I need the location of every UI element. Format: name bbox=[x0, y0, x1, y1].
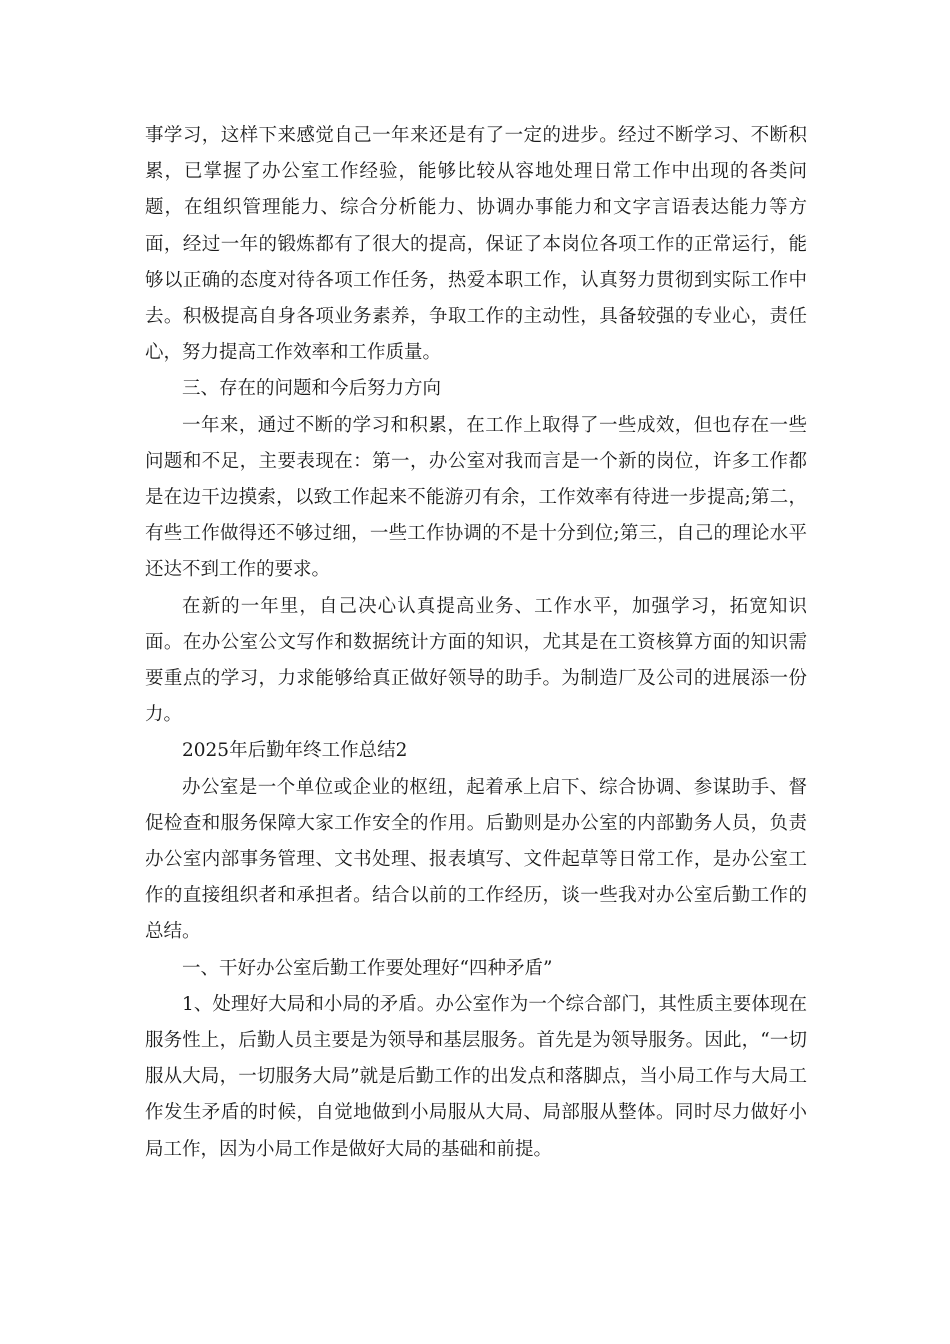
paragraph-office-intro: 办公室是一个单位或企业的枢纽，起着承上启下、综合协调、参谋助手、督促检查和服务保障大家工作安全的作用。后勤则是办公室的内部勤务人员，负责办公室内部事务管理、文书处理、报表填写、文件起草等日常工作，是办公室工作的直接组织者和承担者。结合以前的工作经历，谈一些我对办公室后勤工作的总结。 bbox=[145, 776, 807, 943]
section-heading-four-contradictions: 一、干好办公室后勤工作要处理好“四种矛盾” bbox=[182, 957, 553, 979]
paragraph-problems: 一年来，通过不断的学习和积累，在工作上取得了一些成效，但也存在一些问题和不足，主要表现在：第一，办公室对我而言是一个新的岗位，许多工作都是在边干边摸索，以致工作起来不能游刃有余，工作效率有待进一步提高;第二，有些工作做得还不够过细，一些工作协调的不是十分到位;第三，自己的理论水平还达不到工作的要求。 bbox=[145, 414, 807, 581]
paragraph-big-small-picture: 1、处理好大局和小局的矛盾。办公室作为一个综合部门，其性质主要体现在服务性上，后勤人员主要是为领导和基层服务。首先是为领导服务。因此，“一切服从大局，一切服务大局”就是后勤工作的出发点和落脚点，当小局工作与大局工作发生矛盾的时候，自觉地做到小局服从大局、局部服从整体。同时尽力做好小局工作，因为小局工作是做好大局的基础和前提。 bbox=[145, 993, 807, 1160]
document-subtitle: 2025年后勤年终工作总结2 bbox=[182, 740, 408, 762]
paragraph-continuation: 事学习，这样下来感觉自己一年来还是有了一定的进步。经过不断学习、不断积累，已掌握了办公室工作经验，能够比较从容地处理日常工作中出现的各类问题，在组织管理能力、综合分析能力、协调办事能力和文字言语表达能力等方面，经过一年的锻炼都有了很大的提高，保证了本岗位各项工作的正常运行，能够以正确的态度对待各项工作任务，热爱本职工作，认真努力贯彻到实际工作中去。积极提高自身各项业务素养，争取工作的主动性，具备较强的专业心，责任心，努力提高工作效率和工作质量。 bbox=[145, 125, 807, 364]
section-heading-problems: 三、存在的问题和今后努力方向 bbox=[182, 378, 442, 400]
paragraph-plans: 在新的一年里，自己决心认真提高业务、工作水平，加强学习，拓宽知识面。在办公室公文写作和数据统计方面的知识，尤其是在工资核算方面的知识需要重点的学习，力求能够给真正做好领导的助手。为制造厂及公司的进展添一份力。 bbox=[145, 595, 807, 726]
document-body bbox=[145, 118, 807, 1168]
